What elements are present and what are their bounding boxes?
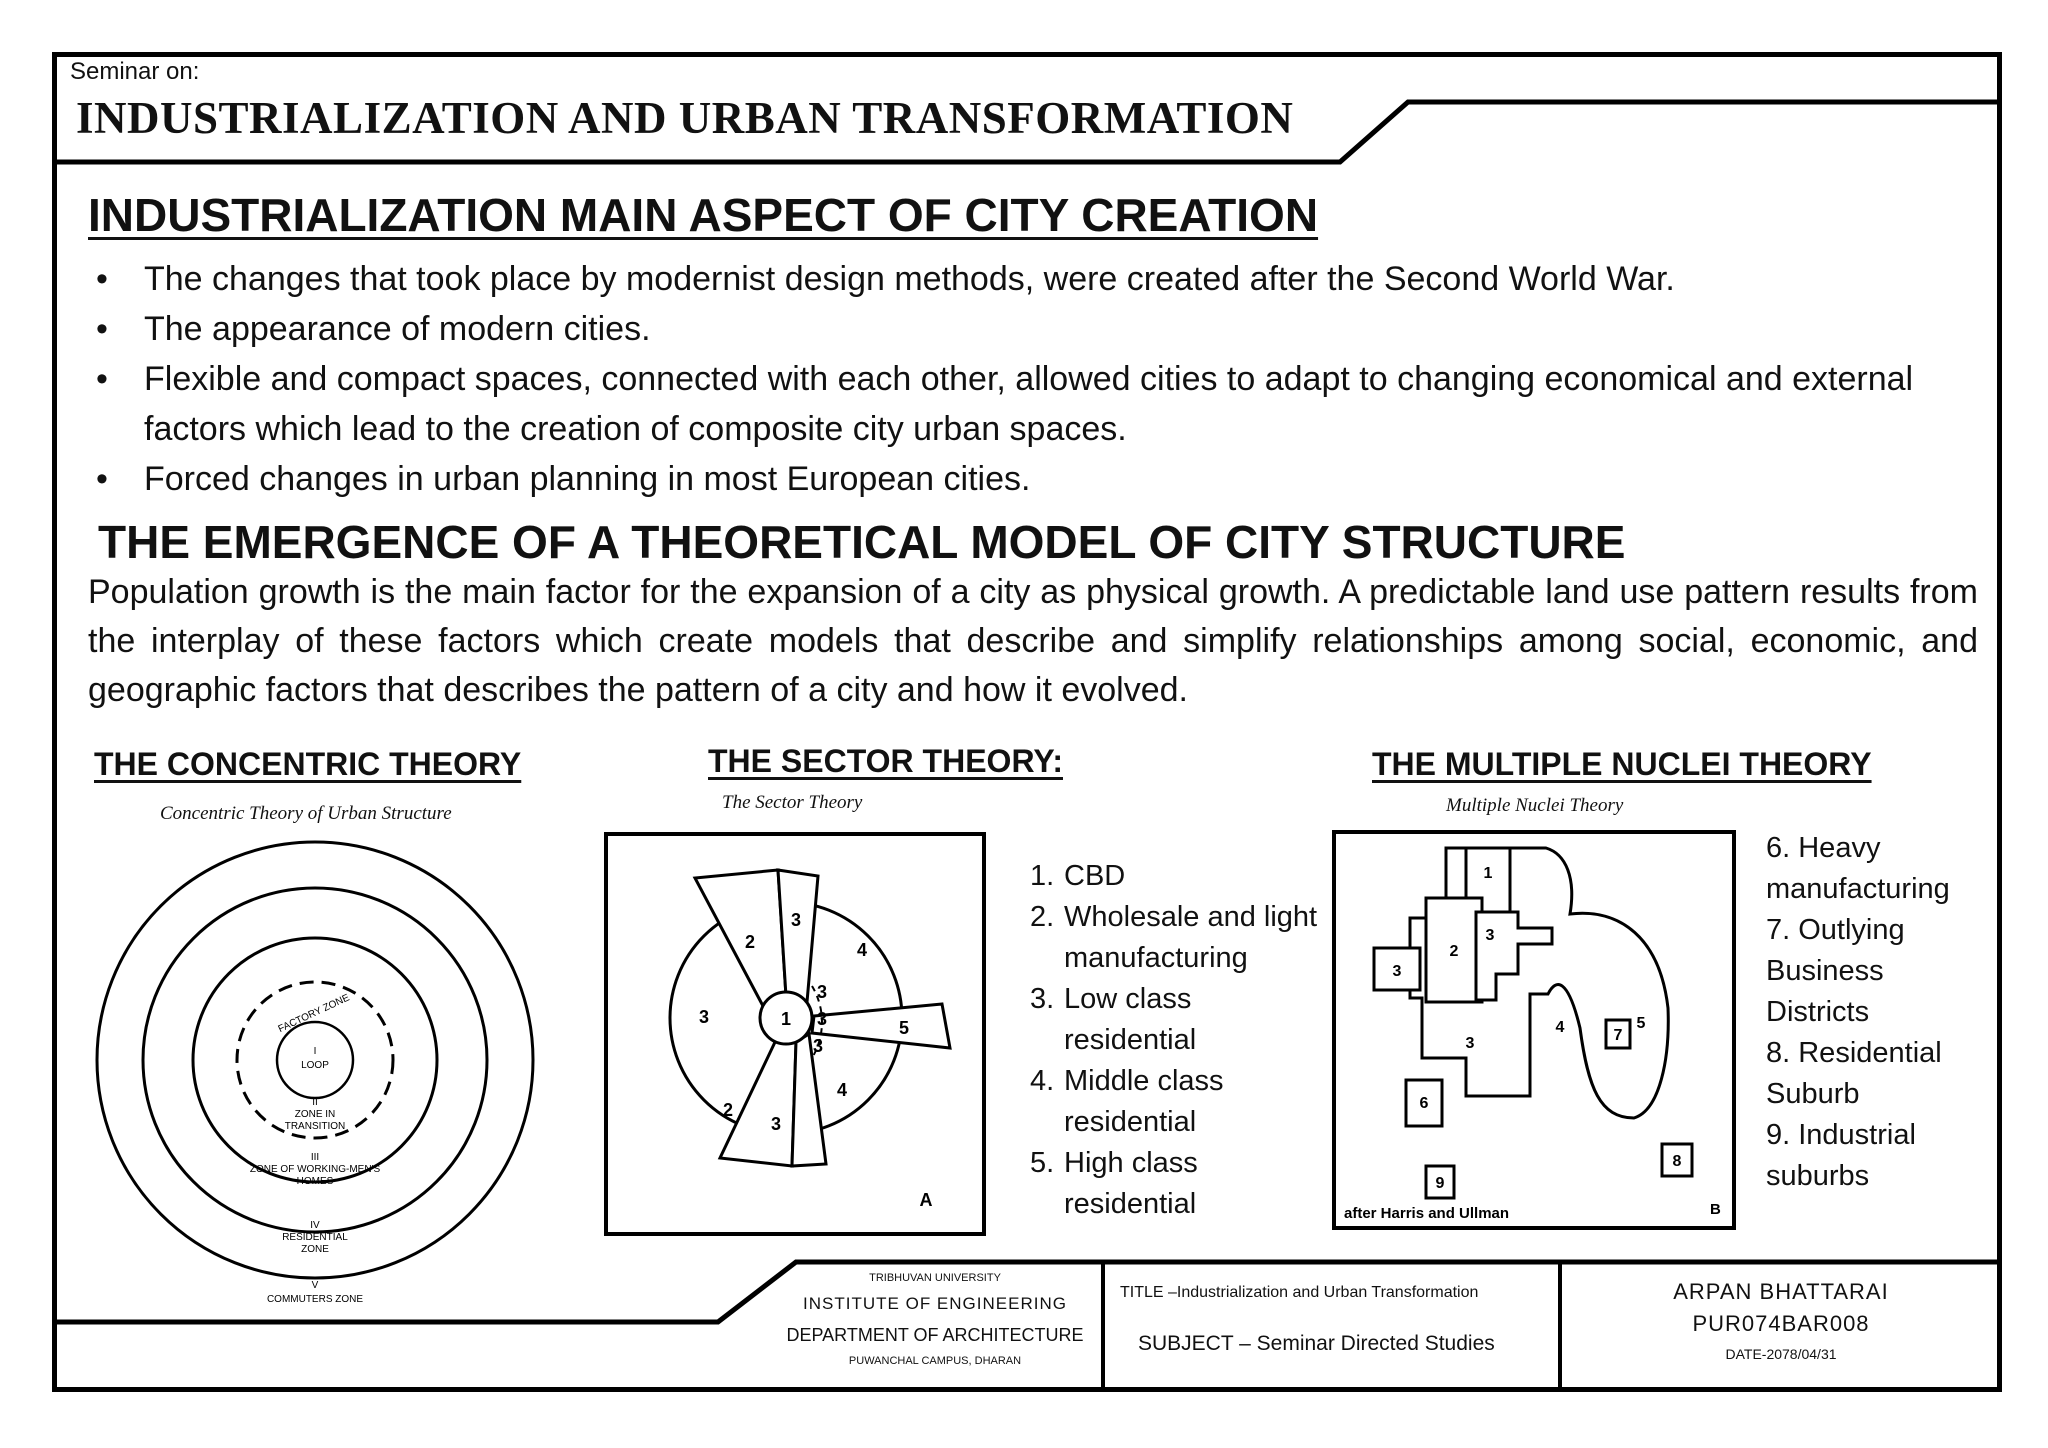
- sheet-subject: SUBJECT – Seminar Directed Studies: [1138, 1332, 1495, 1355]
- sector-label: 5: [898, 1018, 910, 1038]
- zone-4-label-a: RESIDENTIAL: [282, 1232, 348, 1243]
- university-name: TRIBHUVAN UNIVERSITY: [869, 1272, 1001, 1284]
- legend-item: 8. Residential: [1766, 1037, 1942, 1069]
- nuclei-label: 4: [1555, 1019, 1565, 1036]
- nuclei-label: 1: [1483, 865, 1493, 882]
- sector-label: 4: [836, 1080, 848, 1100]
- bullet-item: • Forced changes in urban planning in most European cities.: [96, 454, 1996, 504]
- legend-item: 7. Outlying: [1766, 914, 1905, 946]
- nuclei-diagram: [1330, 828, 1740, 1236]
- concentric-diagram: [80, 830, 560, 1310]
- nuclei-label: 2: [1449, 943, 1459, 960]
- nuclei-label: 9: [1435, 1175, 1445, 1192]
- nuclei-label: 6: [1419, 1095, 1429, 1112]
- zone-2-label-a: ZONE IN: [294, 1109, 336, 1120]
- sector-label: 3: [816, 1009, 828, 1029]
- bullet-item: • Flexible and compact spaces, connected with each other, allowed cities to adapt to changing economical and external factors which lead to the creation of composite city urban spaces.: [96, 354, 1984, 454]
- author-name: ARPAN BHATTARAI: [1673, 1279, 1889, 1304]
- legend-item: 2. Wholesale and light: [1030, 901, 1318, 933]
- sector-label: 1: [780, 1009, 792, 1029]
- nuclei-corner-label: B: [1710, 1201, 1721, 1218]
- nuclei-legend: [1766, 828, 1986, 1197]
- bullet-item: • The changes that took place by modernist design methods, were created after the Second World War.: [96, 254, 1996, 304]
- zone-3-number: III: [310, 1152, 320, 1163]
- nuclei-label: 7: [1613, 1027, 1623, 1044]
- bullet-list: [96, 254, 1996, 504]
- seminar-kicker: Seminar on:: [70, 58, 200, 85]
- legend-item: residential: [1064, 1106, 1197, 1138]
- author-block: [1576, 1276, 1986, 1368]
- legend-item: 5. High class: [1030, 1147, 1198, 1179]
- sector-label: 3: [790, 910, 802, 930]
- legend-item: manufacturing: [1064, 942, 1248, 974]
- legend-item: 6. Heavy: [1766, 832, 1881, 864]
- department-name: DEPARTMENT OF ARCHITECTURE: [786, 1325, 1084, 1345]
- legend-item: residential: [1064, 1188, 1197, 1220]
- zone-2-label-b: TRANSITION: [284, 1121, 346, 1132]
- page-title: INDUSTRIALIZATION AND URBAN TRANSFORMATION: [76, 93, 1294, 143]
- campus-name: PUWANCHAL CAMPUS, DHARAN: [848, 1355, 1022, 1367]
- legend-item: Districts: [1766, 996, 1870, 1028]
- sector-corner-label: A: [919, 1190, 933, 1210]
- legend-item: Business: [1766, 955, 1884, 987]
- sheet-date: DATE-2078/04/31: [1725, 1346, 1837, 1362]
- legend-item: 4. Middle class: [1030, 1065, 1224, 1097]
- legend-item: manufacturing: [1766, 873, 1950, 905]
- sector-label: 3: [698, 1007, 710, 1027]
- zone-2-number: II: [312, 1097, 318, 1108]
- institute-name: INSTITUTE OF ENGINEERING: [803, 1294, 1067, 1313]
- zone-3-label-a: ZONE OF WORKING-MEN'S: [249, 1164, 381, 1175]
- nuclei-label: 3: [1465, 1035, 1475, 1052]
- zone-4-number: IV: [310, 1220, 320, 1231]
- sector-heading: THE SECTOR THEORY:: [708, 743, 1063, 779]
- legend-item: 9. Industrial: [1766, 1119, 1916, 1151]
- section-heading-industrialization: INDUSTRIALIZATION MAIN ASPECT OF CITY CREATION: [88, 189, 1319, 241]
- nuclei-caption: Multiple Nuclei Theory: [1446, 795, 1624, 816]
- intro-paragraph: Population growth is the main factor for the expansion of a city as physical growth. A predictable land use pattern results from the interplay of these factors which create models that describe and simplify relationships among social, economic, and geographic factors that describes the pattern of a city and how it evolved.: [88, 573, 1978, 709]
- roll-number: PUR074BAR008: [1692, 1311, 1870, 1336]
- nuclei-label: 3: [1392, 963, 1402, 980]
- legend-item: suburbs: [1766, 1160, 1870, 1192]
- zone-5-label: COMMUTERS ZONE: [266, 1294, 364, 1305]
- zone-3-label-b: HOMES: [296, 1176, 334, 1187]
- legend-item: 3. Low class: [1030, 983, 1192, 1015]
- zone-1-number: I: [313, 1046, 317, 1057]
- sector-label: 4: [856, 940, 868, 960]
- nuclei-credit: after Harris and Ullman: [1344, 1205, 1510, 1222]
- sector-label: 3: [770, 1114, 782, 1134]
- legend-item: 1. CBD: [1030, 860, 1126, 892]
- sector-diagram: [600, 828, 990, 1238]
- legend-item: Suburb: [1766, 1078, 1860, 1110]
- nuclei-heading: THE MULTIPLE NUCLEI THEORY: [1372, 746, 1872, 782]
- concentric-caption: Concentric Theory of Urban Structure: [160, 803, 452, 824]
- nuclei-label: 3: [1485, 927, 1495, 944]
- institution-block: [780, 1268, 1090, 1372]
- sector-caption: The Sector Theory: [722, 792, 863, 813]
- zone-4-label-b: ZONE: [301, 1244, 329, 1255]
- factory-zone-label: FACTORY ZONE: [276, 992, 352, 1036]
- sector-label: 2: [744, 932, 756, 952]
- zone-5-number: V: [311, 1280, 319, 1291]
- sector-label: 3: [812, 1036, 824, 1056]
- sheet-title: TITLE –Industrialization and Urban Transformation: [1120, 1284, 1479, 1301]
- nuclei-label: 8: [1672, 1153, 1682, 1170]
- zone-1-label: LOOP: [301, 1060, 329, 1071]
- sector-label: 2: [722, 1100, 734, 1120]
- section-heading-theoretical-model: THE EMERGENCE OF A THEORETICAL MODEL OF CITY STRUCTURE: [98, 516, 1626, 568]
- sector-legend: [1030, 856, 1330, 1225]
- bullet-item: • The appearance of modern cities.: [96, 304, 1996, 354]
- concentric-heading: THE CONCENTRIC THEORY: [94, 746, 522, 782]
- nuclei-label: 5: [1636, 1015, 1646, 1032]
- legend-item: residential: [1064, 1024, 1197, 1056]
- sector-label: 3: [816, 982, 828, 1002]
